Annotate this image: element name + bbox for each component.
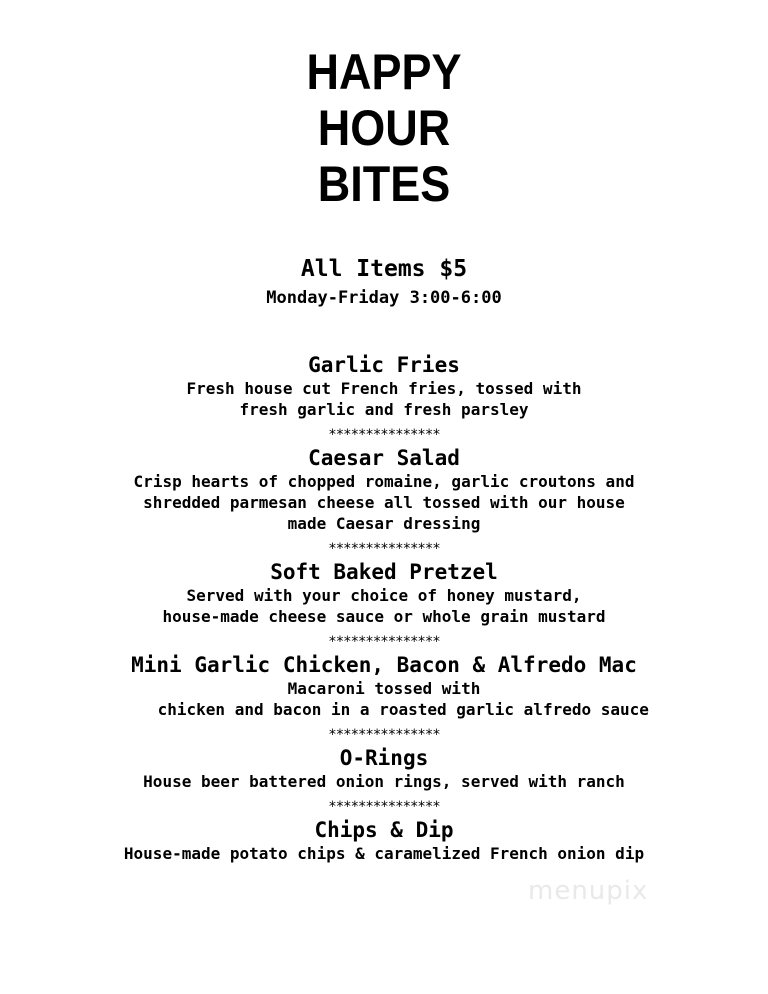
item-desc-line: fresh garlic and fresh parsley [239, 400, 529, 419]
item-name: O-Rings [339, 746, 429, 770]
title-line-3: BITES [317, 156, 451, 212]
menu-title [0, 44, 768, 212]
item-name: Garlic Fries [308, 353, 460, 377]
menu-item [0, 652, 768, 720]
item-desc-line: house-made cheese sauce or whole grain mustard [162, 607, 606, 626]
title-line-1: HAPPY [306, 44, 462, 100]
item-desc-line: Served with your choice of honey mustard, [186, 586, 582, 605]
item-name: Soft Baked Pretzel [270, 560, 498, 584]
item-name: Chips & Dip [314, 818, 454, 842]
title-line-2: HOUR [317, 100, 451, 156]
item-desc-line: shredded parmesan cheese all tossed with our house [143, 493, 625, 512]
separator: *************** [328, 427, 440, 443]
separator: *************** [328, 541, 440, 557]
menu-item [0, 352, 768, 420]
item-desc-line: House beer battered onion rings, served with ranch [143, 772, 625, 791]
menu-item [0, 745, 768, 792]
separator: *************** [328, 634, 440, 650]
menu-item [0, 817, 768, 864]
menu-item [0, 445, 768, 534]
menu-items [0, 352, 768, 864]
item-desc-line: Macaroni tossed with [287, 679, 481, 698]
item-name: Caesar Salad [308, 446, 460, 470]
menu-item [0, 559, 768, 627]
watermark-logo: menupix [528, 876, 649, 906]
price-line: All Items $5 [300, 256, 468, 282]
item-desc-line: made Caesar dressing [287, 514, 481, 533]
item-name: Mini Garlic Chicken, Bacon & Alfredo Mac [131, 653, 637, 677]
hours-line: Monday-Friday 3:00-6:00 [266, 288, 502, 308]
item-desc-line: Fresh house cut French fries, tossed with [186, 379, 582, 398]
separator: *************** [328, 727, 440, 743]
item-desc-line: Crisp hearts of chopped romaine, garlic croutons and [133, 472, 635, 491]
item-desc-line: chicken and bacon in a roasted garlic alfredo sauce [119, 700, 649, 719]
separator: *************** [328, 799, 440, 815]
item-desc-line: House-made potato chips & caramelized French onion dip [123, 844, 645, 863]
